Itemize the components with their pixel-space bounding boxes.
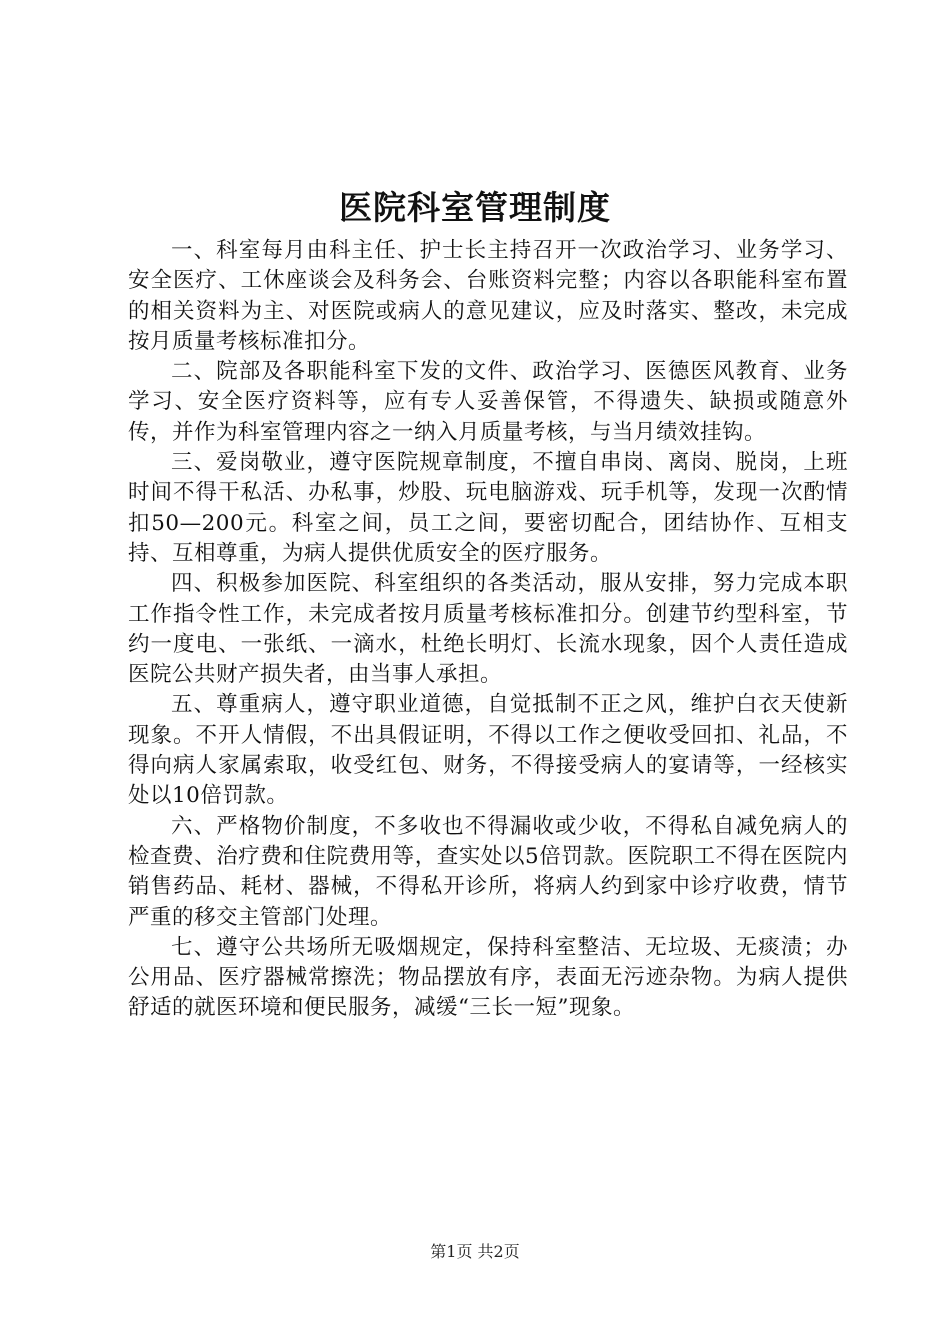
paragraph-7: 七、遵守公共场所无吸烟规定，保持科室整洁、无垃圾、无痰渍；办公用品、医疗器械常擦洗；物品摆放有序，表面无污迹杂物。为病人提供舒适的就医环境和便民服务，减缓“三长一短”现象。 [128, 934, 848, 1021]
paragraph-4: 四、积极参加医院、科室组织的各类活动，服从安排，努力完成本职工作指令性工作，未完成者按月质量考核标准扣分。创建节约型科室，节约一度电、一张纸、一滴水，杜绝长明灯、长流水现象，因个人责任造成医院公共财产损失者，由当事人承担。 [128, 571, 848, 688]
paragraph-3: 三、爱岗敬业，遵守医院规章制度，不擅自串岗、离岗、脱岗，上班时间不得干私活、办私事，炒股、玩电脑游戏、玩手机等，发现一次酌情扣50—200元。科室之间，员工之间，要密切配合，团结协作、互相支持、互相尊重，为病人提供优质安全的医疗服务。 [128, 450, 848, 566]
paragraph-5: 五、尊重病人，遵守职业道德，自觉抵制不正之风，维护白衣天使新现象。不开人情假，不出具假证明，不得以工作之便收受回扣、礼品，不得向病人家属索取，收受红包、财务，不得接受病人的宴请等，一经核实处以10倍罚款。 [128, 692, 848, 809]
paragraph-1: 一、科室每月由科主任、护士长主持召开一次政治学习、业务学习、安全医疗、工休座谈会及科务会、台账资料完整；内容以各职能科室布置的相关资料为主、对医院或病人的意见建议，应及时落实、整改，未完成按月质量考核标准扣分。 [128, 238, 848, 354]
document-body [128, 236, 848, 1024]
paragraph-6: 六、严格物价制度，不多收也不得漏收或少收，不得私自减免病人的检查费、治疗费和住院费用等，查实处以5倍罚款。医院职工不得在医院内销售药品、耗材、器械，不得私开诊所，将病人约到家中诊疗收费，情节严重的移交主管部门处理。 [128, 813, 848, 930]
document-title: 医院科室管理制度 [339, 188, 611, 227]
page-footer: 第1页 共2页 [430, 1242, 520, 1261]
paragraph-2: 二、院部及各职能科室下发的文件、政治学习、医德医风教育、业务学习、安全医疗资料等，应有专人妥善保管，不得遗失、缺损或随意外传，并作为科室管理内容之一纳入月质量考核，与当月绩效挂钩。 [128, 359, 848, 445]
